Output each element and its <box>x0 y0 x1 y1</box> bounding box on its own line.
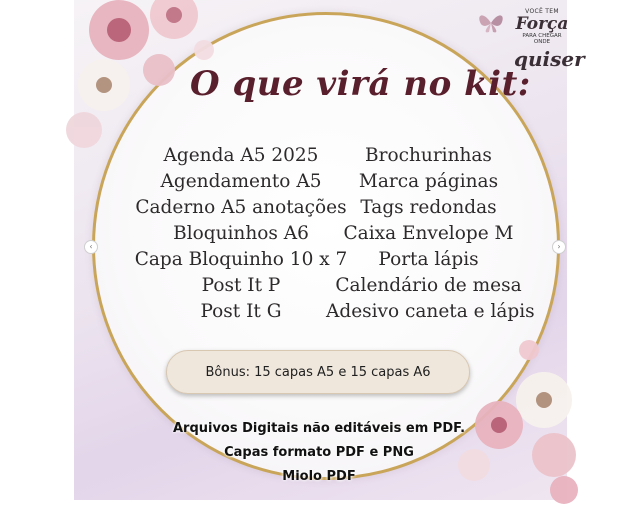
badge-big-text: Força <box>515 14 569 34</box>
badge-bottom-text: quiser <box>514 47 585 71</box>
butterfly-icon <box>476 10 506 36</box>
kit-item: Post It P <box>201 275 281 296</box>
badge-top-text: VOCÊ TEM <box>525 8 559 15</box>
note-line: Miolo PDF <box>282 469 356 484</box>
kit-item: Caixa Envelope M <box>343 223 514 244</box>
bonus-text: Bônus: 15 capas A5 e 15 capas A6 <box>205 364 431 380</box>
bonus-badge <box>166 350 470 394</box>
kit-item: Adesivo caneta e lápis <box>326 301 535 322</box>
carousel-prev-button[interactable] <box>84 240 98 254</box>
note-line: Capas formato PDF e PNG <box>224 445 414 460</box>
kit-item: Tags redondas <box>360 197 497 218</box>
chevron-right-icon: › <box>557 242 561 251</box>
kit-item: Calendário de mesa <box>335 275 522 296</box>
kit-title: O que virá no kit: <box>190 64 531 104</box>
kit-item: Brochurinhas <box>365 145 492 166</box>
note-line: Arquivos Digitais não editáveis em PDF. <box>172 421 466 436</box>
kit-item: Capa Bloquinho 10 x 7 <box>134 249 348 270</box>
badge-small-text: PARA CHEGAR ONDE <box>522 33 562 45</box>
kit-item: Agenda A5 2025 <box>163 145 319 166</box>
kit-post-image <box>74 0 585 500</box>
forca-logo <box>514 8 585 71</box>
kit-item: Agendamento A5 <box>160 171 322 192</box>
kit-item: Post It G <box>200 301 282 322</box>
carousel-next-button[interactable] <box>552 240 566 254</box>
chevron-left-icon: ‹ <box>89 242 93 251</box>
kit-item: Marca páginas <box>358 171 499 192</box>
kit-items-right <box>326 143 535 325</box>
kit-item: Caderno A5 anotações <box>135 197 347 218</box>
kit-item: Bloquinhos A6 <box>173 223 309 244</box>
kit-item: Porta lápis <box>378 249 479 270</box>
